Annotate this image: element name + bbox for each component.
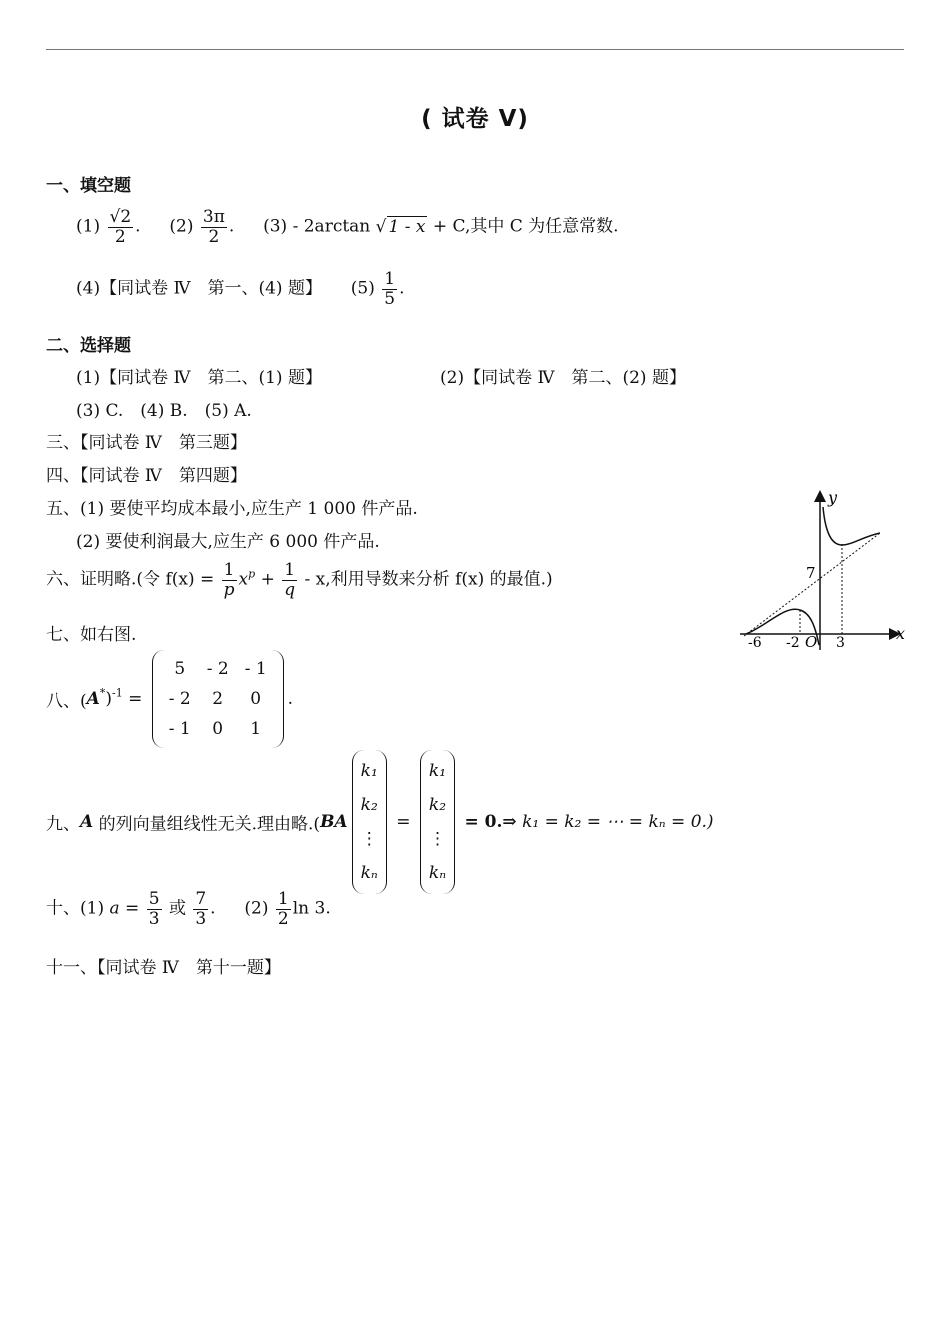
close-paren: ) bbox=[105, 689, 112, 709]
vector-entry: k₂ bbox=[428, 795, 447, 815]
frac-numerator: 1 bbox=[282, 561, 297, 581]
answer-2-2: (2)【同试卷 Ⅳ 第二、(2) 题】 bbox=[440, 368, 686, 388]
section-9-text: 的列向量组线性无关.理由略.( bbox=[98, 814, 321, 835]
tick-3: 3 bbox=[836, 635, 845, 651]
vector-entry: k₁ bbox=[360, 761, 378, 781]
exponent-p: p bbox=[248, 567, 256, 581]
matrix-cell: 2 bbox=[212, 689, 224, 709]
matrix-cell: - 1 bbox=[244, 659, 267, 679]
matrix-cell: 1 bbox=[250, 719, 262, 739]
answer-1-5-fraction bbox=[382, 270, 397, 308]
origin-label: O bbox=[805, 633, 818, 651]
section-6-prefix: 六、证明略.(令 f(x) = bbox=[46, 569, 215, 590]
matrix-A: A bbox=[80, 812, 94, 832]
right-branch bbox=[823, 507, 880, 545]
top-rule bbox=[46, 49, 904, 50]
section-10 bbox=[46, 890, 331, 928]
inverse-exponent: -1 bbox=[111, 686, 123, 700]
section-5-part-1: 五、(1) 要使平均成本最小,应生产 1 000 件产品. bbox=[46, 499, 418, 519]
section-6 bbox=[46, 561, 553, 599]
matrix-cell: 0 bbox=[250, 689, 262, 709]
or-word: 或 bbox=[168, 898, 186, 919]
matrix-cell: 0 bbox=[212, 719, 224, 739]
y-label: y bbox=[828, 488, 838, 507]
answer-1-3-tail: + C,其中 C 为任意常数. bbox=[432, 216, 619, 237]
section-8-prefix: 八、( bbox=[46, 691, 87, 712]
section-1-heading: 一、填空题 bbox=[46, 176, 131, 196]
inverse-matrix bbox=[152, 650, 284, 748]
plus-sign: + bbox=[260, 569, 275, 590]
section-9 bbox=[46, 750, 714, 894]
frac-denominator: 2 bbox=[277, 908, 289, 929]
answer-1-1-label: (1) bbox=[76, 216, 101, 237]
frac-numerator: 1 bbox=[384, 269, 396, 289]
answer-1-4: (4)【同试卷 Ⅳ 第一、(4) 题】 bbox=[76, 278, 322, 299]
equality-chain: k₁ = k₂ = ⋯ = kₙ = 0.) bbox=[522, 812, 714, 832]
fraction-5-3 bbox=[147, 890, 162, 928]
section-5-part-2: (2) 要使利润最大,应生产 6 000 件产品. bbox=[76, 532, 380, 552]
period: . bbox=[228, 216, 235, 237]
equals-sign: = bbox=[396, 812, 411, 832]
period: . bbox=[210, 898, 216, 919]
tick-minus-6: -6 bbox=[748, 635, 762, 651]
variable-x: x bbox=[238, 569, 249, 590]
frac-denominator: 3 bbox=[195, 908, 207, 929]
period: . bbox=[287, 689, 294, 709]
section-4: 四、【同试卷 Ⅳ 第四题】 bbox=[46, 466, 247, 486]
tick-7: 7 bbox=[806, 564, 816, 582]
column-vector-right bbox=[420, 750, 455, 894]
column-vector-left bbox=[352, 750, 387, 894]
answer-1-line-1 bbox=[76, 208, 619, 246]
period: . bbox=[399, 278, 405, 299]
equals-sign: = bbox=[128, 689, 143, 709]
section-2-heading: 二、选择题 bbox=[46, 336, 131, 356]
vector-entry: kₙ bbox=[428, 863, 447, 883]
variable-a: a = bbox=[109, 898, 140, 919]
fraction-1-2 bbox=[276, 890, 291, 928]
answer-1-3-expr: - 2arctan bbox=[292, 216, 371, 237]
x-label: x bbox=[896, 624, 906, 643]
vector-entry: k₂ bbox=[360, 795, 378, 815]
frac-denominator: q bbox=[284, 579, 296, 600]
ln-3: ln 3. bbox=[292, 898, 331, 919]
function-graph bbox=[730, 485, 910, 655]
answer-1-5-label: (5) bbox=[350, 278, 375, 299]
frac-numerator: 1 bbox=[277, 889, 289, 909]
frac-numerator: 5 bbox=[148, 889, 160, 909]
section-3: 三、【同试卷 Ⅳ 第三题】 bbox=[46, 433, 247, 453]
matrix-BA: BA bbox=[320, 812, 348, 832]
radicand: 1 - x bbox=[388, 216, 426, 237]
answer-1-line-2 bbox=[76, 270, 405, 308]
answer-1-2-label: (2) bbox=[169, 216, 194, 237]
section-10-part-2-label: (2) bbox=[244, 898, 269, 919]
answer-1-1-fraction bbox=[108, 208, 134, 246]
section-9-prefix: 九、 bbox=[46, 814, 80, 835]
tick-minus-2: -2 bbox=[786, 635, 800, 651]
section-11: 十一、【同试卷 Ⅳ 第十一题】 bbox=[46, 958, 281, 978]
frac-denominator: 2 bbox=[114, 226, 126, 247]
adjoint-star: * bbox=[99, 686, 106, 700]
frac-numerator: √2 bbox=[109, 207, 132, 227]
answer-1-3-label: (3) bbox=[263, 216, 288, 237]
period: . bbox=[135, 216, 141, 237]
fraction-7-3 bbox=[193, 890, 208, 928]
vector-entry: ⋮ bbox=[428, 829, 446, 849]
section-8 bbox=[46, 650, 293, 748]
frac-denominator: 5 bbox=[384, 288, 396, 309]
frac-denominator: 3 bbox=[148, 908, 160, 929]
answer-2-1: (1)【同试卷 Ⅳ 第二、(1) 题】 bbox=[76, 368, 322, 388]
answer-1-2-fraction bbox=[201, 208, 227, 246]
zero-implies: = 0.⇒ bbox=[464, 812, 517, 832]
section-7: 七、如右图. bbox=[46, 625, 137, 645]
matrix-cell: - 1 bbox=[168, 719, 191, 739]
section-6-fraction-1 bbox=[222, 561, 237, 599]
section-6-suffix: - x,利用导数来分析 f(x) 的最值.) bbox=[304, 569, 553, 590]
vector-entry: k₁ bbox=[428, 761, 447, 781]
matrix-cell: 5 bbox=[174, 659, 186, 679]
frac-numerator: 3π bbox=[202, 207, 225, 227]
frac-numerator: 7 bbox=[195, 889, 207, 909]
matrix-cell: - 2 bbox=[206, 659, 229, 679]
frac-numerator: 1 bbox=[222, 561, 237, 581]
section-10-prefix: 十、(1) bbox=[46, 898, 105, 919]
frac-denominator: 2 bbox=[208, 226, 220, 247]
page-title: ( 试卷 Ⅴ) bbox=[421, 106, 529, 132]
vector-entry: kₙ bbox=[360, 863, 378, 883]
sqrt-expression: √ 1 - x bbox=[375, 216, 426, 237]
vector-entry: ⋮ bbox=[360, 829, 378, 849]
matrix-cell: - 2 bbox=[168, 689, 191, 709]
matrix-A: A bbox=[86, 689, 100, 709]
section-6-fraction-2 bbox=[282, 561, 297, 599]
answer-2-3-5: (3) C. (4) B. (5) A. bbox=[76, 401, 252, 421]
frac-denominator: p bbox=[223, 579, 235, 600]
